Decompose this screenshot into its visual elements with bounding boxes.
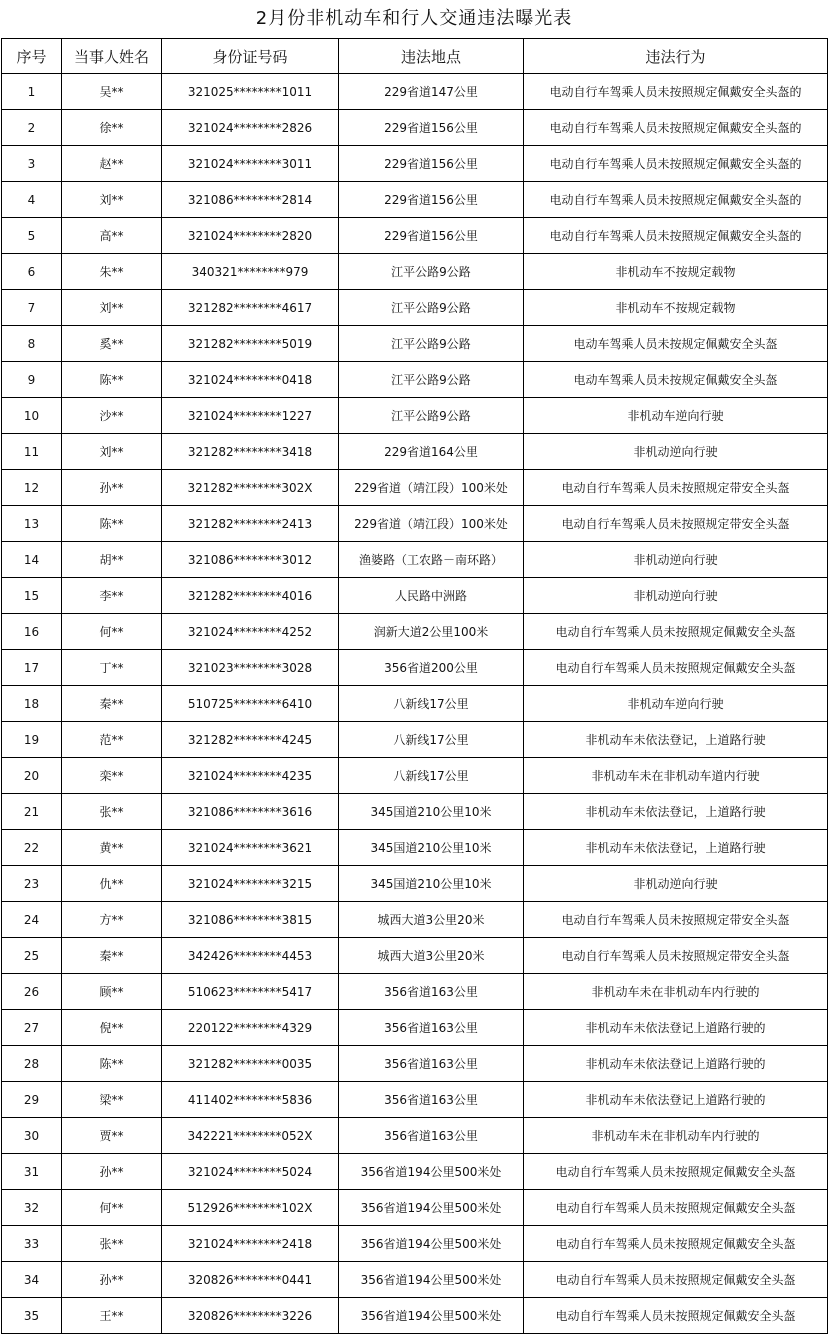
- cell-violation: 非机动逆向行驶: [524, 434, 828, 470]
- cell-violation: 非机动逆向行驶: [524, 578, 828, 614]
- cell-location: 八新线17公里: [339, 686, 524, 722]
- cell-location: 356省道194公里500米处: [339, 1298, 524, 1334]
- cell-id-number: 321024********5024: [162, 1154, 339, 1190]
- cell-violation: 电动自行车驾乘人员未按照规定佩戴安全头盔: [524, 1154, 828, 1190]
- cell-seq: 28: [2, 1046, 62, 1082]
- cell-location: 229省道156公里: [339, 218, 524, 254]
- cell-seq: 35: [2, 1298, 62, 1334]
- cell-seq: 8: [2, 326, 62, 362]
- cell-seq: 1: [2, 74, 62, 110]
- cell-violation: 电动车驾乘人员未按规定佩戴安全头盔: [524, 362, 828, 398]
- cell-location: 356省道163公里: [339, 974, 524, 1010]
- cell-seq: 18: [2, 686, 62, 722]
- cell-id-number: 321024********4252: [162, 614, 339, 650]
- cell-seq: 12: [2, 470, 62, 506]
- cell-seq: 27: [2, 1010, 62, 1046]
- table-row: [2, 362, 828, 398]
- table-row: [2, 650, 828, 686]
- table-row: [2, 434, 828, 470]
- cell-id-number: 321086********3616: [162, 794, 339, 830]
- cell-id-number: 321282********2413: [162, 506, 339, 542]
- table-row: [2, 110, 828, 146]
- cell-name: 丁**: [62, 650, 162, 686]
- cell-id-number: 512926********102X: [162, 1190, 339, 1226]
- cell-name: 何**: [62, 614, 162, 650]
- page-title: 2月份非机动车和行人交通违法曝光表: [255, 8, 573, 29]
- cell-violation: 非机动车未依法登记上道路行驶的: [524, 1046, 828, 1082]
- table-row: [2, 794, 828, 830]
- cell-id-number: 321282********302X: [162, 470, 339, 506]
- cell-name: 秦**: [62, 938, 162, 974]
- cell-id-number: 320826********3226: [162, 1298, 339, 1334]
- cell-id-number: 321024********2826: [162, 110, 339, 146]
- cell-seq: 17: [2, 650, 62, 686]
- cell-name: 奚**: [62, 326, 162, 362]
- table-row: [2, 722, 828, 758]
- cell-location: 356省道163公里: [339, 1082, 524, 1118]
- cell-location: 江平公路9公路: [339, 398, 524, 434]
- cell-id-number: 321282********4245: [162, 722, 339, 758]
- cell-violation: 非机动车不按规定载物: [524, 290, 828, 326]
- cell-id-number: 320826********0441: [162, 1262, 339, 1298]
- cell-seq: 24: [2, 902, 62, 938]
- cell-id-number: 321282********5019: [162, 326, 339, 362]
- cell-violation: 非机动车未依法登记上道路行驶的: [524, 1010, 828, 1046]
- cell-name: 吴**: [62, 74, 162, 110]
- cell-name: 李**: [62, 578, 162, 614]
- cell-violation: 非机动车未在非机动车道内行驶: [524, 758, 828, 794]
- cell-name: 方**: [62, 902, 162, 938]
- cell-name: 孙**: [62, 1154, 162, 1190]
- cell-name: 倪**: [62, 1010, 162, 1046]
- cell-seq: 15: [2, 578, 62, 614]
- cell-location: 八新线17公里: [339, 722, 524, 758]
- cell-violation: 非机动逆向行驶: [524, 542, 828, 578]
- cell-name: 胡**: [62, 542, 162, 578]
- cell-id-number: 321024********2820: [162, 218, 339, 254]
- violations-table: [1, 38, 828, 1334]
- cell-name: 刘**: [62, 182, 162, 218]
- cell-location: 356省道194公里500米处: [339, 1226, 524, 1262]
- table-row: [2, 218, 828, 254]
- cell-seq: 4: [2, 182, 62, 218]
- table-row: [2, 182, 828, 218]
- table-row: [2, 1046, 828, 1082]
- table-row: [2, 974, 828, 1010]
- table-row: [2, 614, 828, 650]
- cell-violation: 电动自行车驾乘人员未按照规定带安全头盔: [524, 506, 828, 542]
- cell-name: 张**: [62, 794, 162, 830]
- cell-id-number: 321086********3815: [162, 902, 339, 938]
- cell-location: 江平公路9公路: [339, 254, 524, 290]
- cell-violation: 非机动车未依法登记，上道路行驶: [524, 794, 828, 830]
- table-row: [2, 830, 828, 866]
- table-row: [2, 1082, 828, 1118]
- table-row: [2, 758, 828, 794]
- cell-violation: 非机动车未在非机动车内行驶的: [524, 1118, 828, 1154]
- cell-id-number: 321282********4016: [162, 578, 339, 614]
- cell-name: 何**: [62, 1190, 162, 1226]
- cell-id-number: 321024********1227: [162, 398, 339, 434]
- cell-id-number: 411402********5836: [162, 1082, 339, 1118]
- table-row: [2, 686, 828, 722]
- cell-id-number: 510623********5417: [162, 974, 339, 1010]
- header-violation: 违法行为: [524, 39, 828, 74]
- cell-location: 229省道156公里: [339, 110, 524, 146]
- cell-violation: 非机动车逆向行驶: [524, 398, 828, 434]
- table-row: [2, 254, 828, 290]
- cell-violation: 非机动车未在非机动车内行驶的: [524, 974, 828, 1010]
- cell-id-number: 321025********1011: [162, 74, 339, 110]
- cell-id-number: 342221********052X: [162, 1118, 339, 1154]
- cell-seq: 6: [2, 254, 62, 290]
- cell-seq: 9: [2, 362, 62, 398]
- cell-name: 赵**: [62, 146, 162, 182]
- cell-seq: 30: [2, 1118, 62, 1154]
- cell-seq: 33: [2, 1226, 62, 1262]
- cell-violation: 电动自行车驾乘人员未按照规定佩戴安全头盔的: [524, 74, 828, 110]
- cell-violation: 电动自行车驾乘人员未按照规定佩戴安全头盔: [524, 650, 828, 686]
- cell-violation: 非机动车未依法登记上道路行驶的: [524, 1082, 828, 1118]
- cell-location: 229省道164公里: [339, 434, 524, 470]
- cell-seq: 23: [2, 866, 62, 902]
- cell-id-number: 321024********3011: [162, 146, 339, 182]
- cell-name: 秦**: [62, 686, 162, 722]
- table-row: [2, 938, 828, 974]
- table-row: [2, 470, 828, 506]
- table-row: [2, 866, 828, 902]
- cell-name: 张**: [62, 1226, 162, 1262]
- cell-seq: 11: [2, 434, 62, 470]
- cell-seq: 21: [2, 794, 62, 830]
- cell-name: 黄**: [62, 830, 162, 866]
- cell-name: 仇**: [62, 866, 162, 902]
- cell-id-number: 510725********6410: [162, 686, 339, 722]
- cell-seq: 13: [2, 506, 62, 542]
- cell-location: 345国道210公里10米: [339, 794, 524, 830]
- table-header-row: [2, 39, 828, 74]
- cell-seq: 26: [2, 974, 62, 1010]
- table-row: [2, 1154, 828, 1190]
- table-row: [2, 74, 828, 110]
- cell-id-number: 321024********0418: [162, 362, 339, 398]
- table-row: [2, 326, 828, 362]
- cell-location: 江平公路9公路: [339, 362, 524, 398]
- table-row: [2, 1190, 828, 1226]
- cell-seq: 3: [2, 146, 62, 182]
- cell-location: 345国道210公里10米: [339, 830, 524, 866]
- cell-violation: 电动车驾乘人员未按规定佩戴安全头盔: [524, 326, 828, 362]
- cell-violation: 电动自行车驾乘人员未按照规定佩戴安全头盔的: [524, 218, 828, 254]
- header-id-number: 身份证号码: [162, 39, 339, 74]
- table-row: [2, 1226, 828, 1262]
- cell-id-number: 321282********4617: [162, 290, 339, 326]
- cell-id-number: 321282********3418: [162, 434, 339, 470]
- cell-name: 王**: [62, 1298, 162, 1334]
- cell-name: 范**: [62, 722, 162, 758]
- cell-seq: 29: [2, 1082, 62, 1118]
- cell-name: 朱**: [62, 254, 162, 290]
- cell-location: 356省道194公里500米处: [339, 1190, 524, 1226]
- cell-location: 江平公路9公路: [339, 326, 524, 362]
- table-row: [2, 1118, 828, 1154]
- cell-seq: 32: [2, 1190, 62, 1226]
- table-row: [2, 398, 828, 434]
- cell-name: 梁**: [62, 1082, 162, 1118]
- cell-name: 高**: [62, 218, 162, 254]
- table-row: [2, 578, 828, 614]
- cell-violation: 电动自行车驾乘人员未按照规定佩戴安全头盔: [524, 1226, 828, 1262]
- cell-id-number: 342426********4453: [162, 938, 339, 974]
- cell-violation: 电动自行车驾乘人员未按照规定佩戴安全头盔: [524, 1190, 828, 1226]
- cell-location: 229省道156公里: [339, 182, 524, 218]
- cell-id-number: 321086********3012: [162, 542, 339, 578]
- cell-id-number: 321024********3621: [162, 830, 339, 866]
- cell-seq: 19: [2, 722, 62, 758]
- cell-violation: 非机动车逆向行驶: [524, 686, 828, 722]
- cell-violation: 非机动车未依法登记，上道路行驶: [524, 722, 828, 758]
- cell-name: 徐**: [62, 110, 162, 146]
- cell-location: 229省道（靖江段）100米处: [339, 470, 524, 506]
- cell-location: 229省道（靖江段）100米处: [339, 506, 524, 542]
- cell-violation: 非机动逆向行驶: [524, 866, 828, 902]
- cell-violation: 电动自行车驾乘人员未按照规定佩戴安全头盔: [524, 614, 828, 650]
- cell-location: 229省道147公里: [339, 74, 524, 110]
- cell-id-number: 340321********979: [162, 254, 339, 290]
- cell-id-number: 321086********2814: [162, 182, 339, 218]
- table-row: [2, 1298, 828, 1334]
- cell-seq: 7: [2, 290, 62, 326]
- header-name: 当事人姓名: [62, 39, 162, 74]
- cell-id-number: 321282********0035: [162, 1046, 339, 1082]
- cell-violation: 电动自行车驾乘人员未按照规定佩戴安全头盔的: [524, 182, 828, 218]
- cell-seq: 22: [2, 830, 62, 866]
- cell-seq: 34: [2, 1262, 62, 1298]
- cell-violation: 非机动车未依法登记，上道路行驶: [524, 830, 828, 866]
- header-seq: 序号: [2, 39, 62, 74]
- cell-location: 229省道156公里: [339, 146, 524, 182]
- cell-violation: 电动自行车驾乘人员未按照规定佩戴安全头盔的: [524, 110, 828, 146]
- table-row: [2, 1010, 828, 1046]
- header-location: 违法地点: [339, 39, 524, 74]
- cell-id-number: 321024********2418: [162, 1226, 339, 1262]
- cell-seq: 2: [2, 110, 62, 146]
- cell-location: 356省道200公里: [339, 650, 524, 686]
- cell-seq: 16: [2, 614, 62, 650]
- cell-location: 356省道163公里: [339, 1046, 524, 1082]
- cell-seq: 14: [2, 542, 62, 578]
- cell-location: 人民路中洲路: [339, 578, 524, 614]
- cell-name: 刘**: [62, 290, 162, 326]
- cell-location: 江平公路9公路: [339, 290, 524, 326]
- cell-name: 陈**: [62, 1046, 162, 1082]
- cell-seq: 5: [2, 218, 62, 254]
- cell-location: 八新线17公里: [339, 758, 524, 794]
- cell-location: 城西大道3公里20米: [339, 938, 524, 974]
- cell-name: 孙**: [62, 470, 162, 506]
- cell-location: 356省道194公里500米处: [339, 1262, 524, 1298]
- table-row: [2, 290, 828, 326]
- cell-seq: 31: [2, 1154, 62, 1190]
- cell-id-number: 321023********3028: [162, 650, 339, 686]
- table-row: [2, 542, 828, 578]
- cell-location: 356省道163公里: [339, 1010, 524, 1046]
- cell-seq: 25: [2, 938, 62, 974]
- cell-seq: 10: [2, 398, 62, 434]
- table-row: [2, 146, 828, 182]
- cell-id-number: 220122********4329: [162, 1010, 339, 1046]
- cell-name: 陈**: [62, 506, 162, 542]
- cell-name: 孙**: [62, 1262, 162, 1298]
- cell-name: 顾**: [62, 974, 162, 1010]
- table-row: [2, 1262, 828, 1298]
- table-row: [2, 506, 828, 542]
- cell-violation: 电动自行车驾乘人员未按照规定带安全头盔: [524, 902, 828, 938]
- cell-name: 栾**: [62, 758, 162, 794]
- cell-seq: 20: [2, 758, 62, 794]
- table-row: [2, 902, 828, 938]
- cell-violation: 电动自行车驾乘人员未按照规定带安全头盔: [524, 938, 828, 974]
- cell-location: 城西大道3公里20米: [339, 902, 524, 938]
- cell-id-number: 321024********3215: [162, 866, 339, 902]
- cell-location: 356省道163公里: [339, 1118, 524, 1154]
- cell-violation: 电动自行车驾乘人员未按照规定佩戴安全头盔: [524, 1262, 828, 1298]
- cell-location: 渔婆路（工农路－南环路）: [339, 542, 524, 578]
- cell-violation: 非机动车不按规定载物: [524, 254, 828, 290]
- cell-location: 润新大道2公里100米: [339, 614, 524, 650]
- cell-location: 356省道194公里500米处: [339, 1154, 524, 1190]
- cell-name: 刘**: [62, 434, 162, 470]
- cell-name: 陈**: [62, 362, 162, 398]
- cell-location: 345国道210公里10米: [339, 866, 524, 902]
- cell-name: 沙**: [62, 398, 162, 434]
- cell-violation: 电动自行车驾乘人员未按照规定带安全头盔: [524, 470, 828, 506]
- cell-violation: 电动自行车驾乘人员未按照规定佩戴安全头盔的: [524, 146, 828, 182]
- cell-id-number: 321024********4235: [162, 758, 339, 794]
- cell-name: 贾**: [62, 1118, 162, 1154]
- cell-violation: 电动自行车驾乘人员未按照规定佩戴安全头盔: [524, 1298, 828, 1334]
